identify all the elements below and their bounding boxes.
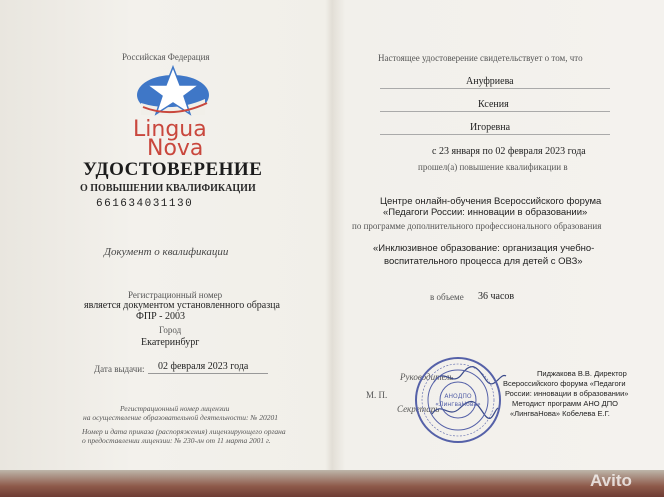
patronymic: Игоревна (470, 122, 511, 133)
signer-line-4: Методист программ АНО ДПО (512, 399, 618, 408)
document-type: Документ о квалификации (104, 246, 229, 258)
city-value: Екатеринбург (141, 337, 200, 348)
program-title-line-1: «Инклюзивное образование: организация учебно- (373, 243, 595, 254)
passed-statement: прошел(а) повышение квалификации в (418, 162, 568, 172)
certificate-title: УДОСТОВЕРЕНИЕ (83, 159, 263, 180)
surname: Ануфриева (466, 76, 514, 87)
city-label: Город (159, 325, 182, 335)
training-period: с 23 января по 02 февраля 2023 года (432, 146, 586, 157)
photo-background-edge (0, 470, 664, 497)
volume-label: в объеме (430, 292, 464, 302)
stamp-center-text: АНОДПО «ЛингваНова» (435, 393, 481, 408)
order-label: Номер и дата приказа (распоряжения) лицензирующего органа (82, 427, 286, 436)
issue-date-label: Дата выдачи: (94, 364, 145, 374)
patronymic-underline (380, 134, 610, 135)
standard-statement: является документом установленного образца (84, 300, 280, 311)
country-label: Российская Федерация (122, 52, 210, 62)
program-title-line-2: воспитательного процесса для детей с ОВЗ» (384, 256, 583, 267)
logo-word-nova: Nova (147, 136, 204, 161)
head-label: Руководитель (400, 372, 454, 382)
organization-line-2: «Педагоги России: инновации в образовании» (383, 207, 588, 218)
program-label: по программе дополнительного профессионального образования (352, 221, 602, 231)
secretary-label: Секретарь (397, 404, 440, 414)
lingua-nova-logo-icon (133, 63, 213, 118)
organization-stamp (413, 355, 503, 445)
certificate-subtitle: О ПОВЫШЕНИИ КВАЛИФИКАЦИИ (80, 183, 256, 194)
certificate-number: 661634031130 (96, 198, 194, 210)
name-underline (380, 111, 610, 112)
first-name: Ксения (478, 99, 509, 110)
signer-line-3: России: инновации в образовании» (505, 389, 629, 398)
organization-line-1: Центре онлайн-обучения Всероссийского форума (380, 196, 602, 207)
standard-code: ФПР - 2003 (136, 311, 186, 322)
registration-number-label: Регистрационный номер (128, 290, 223, 300)
intro-line: Настоящее удостоверение свидетельствует о том, что (378, 53, 583, 63)
issue-date-underline (148, 373, 268, 374)
volume-value: 36 часов (478, 291, 515, 302)
license-number: на осуществление образовательной деятельности: № 20201 (83, 413, 279, 422)
issue-date-value: 02 февраля 2023 года (158, 361, 249, 372)
license-label: Регистрационный номер лицензии (120, 404, 230, 413)
logo-word-lingua: Lingua (133, 117, 207, 142)
signer-line-5: «ЛингваНова» Кобелева Е.Г. (510, 409, 610, 418)
signer-line-2: Всероссийского форума «Педагоги (503, 379, 626, 388)
seal-place-label: М. П. (366, 390, 388, 400)
signer-line-1: Пиджакова В.В. Директор (537, 369, 627, 378)
surname-underline (380, 88, 610, 89)
watermark-text: Avito (590, 471, 632, 490)
order-number: о предоставлении лицензии: № 230-лн от 11 марта 2001 г. (82, 436, 271, 445)
